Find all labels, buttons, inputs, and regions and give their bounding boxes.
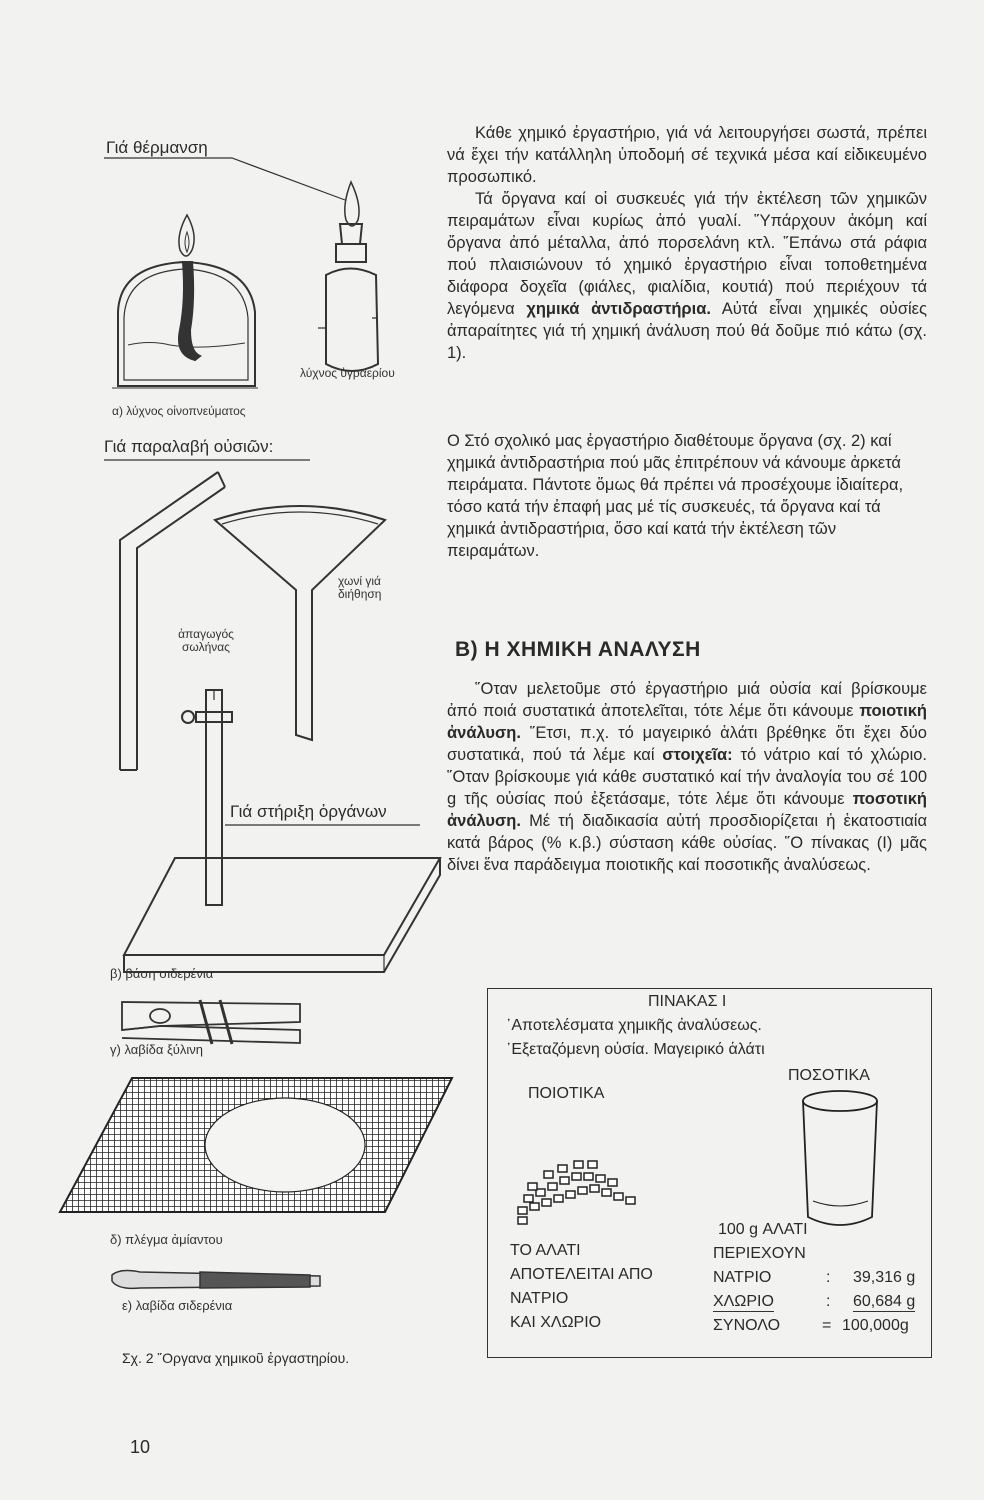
table-head-1: 100 g ΑΛΑΤΙ	[718, 1221, 808, 1238]
label-tongs-iron: ε) λαβίδα σιδερένια	[122, 1298, 233, 1313]
table-quantitative-label: ΠΟΣΟΤΙΚΑ	[788, 1067, 870, 1084]
paragraph-2	[447, 188, 927, 364]
paragraph-4-text-c: ῞Ετσι, π.χ. τό μαγειρικό ἁλάτι βρέθηκε ὅτι ἔχει δύο συστατικά, πού τά λέμε καί	[447, 724, 927, 764]
qualitative-line: ΑΠΟΤΕΛΕΙΤΑΙ ΑΠΟ	[510, 1266, 653, 1283]
row-sep: :	[826, 1269, 831, 1286]
row-sep: :	[826, 1293, 831, 1310]
table-title: ΠΙΝΑΚΑΣ Ι	[648, 993, 727, 1010]
heading-heating: Γιά θέρμανση	[106, 138, 208, 157]
row-name: ΝΑΤΡΙΟ	[713, 1269, 772, 1286]
heading-support: Γιά στήριξη ὀργάνων	[230, 802, 387, 821]
table-salt-analysis	[487, 988, 932, 1358]
table-row	[713, 1293, 774, 1312]
paragraph-2-text-b: Αὐτά εἶναι χημικές οὐσίες ἀπαραίτητες γιά τή χημική ἀνάλυση πού θά δοῦμε πιό κάτω (σχ. 1).	[447, 300, 927, 362]
beaker-icon	[803, 1091, 877, 1225]
label-alcohol-lamp: α) λύχνος οἰνοπνεύματος	[112, 404, 246, 418]
table-qualitative-text	[510, 1239, 653, 1335]
label-tube: ἀπαγωγός σωλήνας	[178, 627, 234, 654]
heading-receiving: Γιά παραλαβή οὐσιῶν:	[104, 437, 274, 456]
paragraph-4-text-e: Μέ τή διαδικασία αὐτή προσδιορίζεται ἡ ἑκατοστιαία κατά βάρος (% κ.β.) σύσταση κάθε οὐσίας. ῞Ο πίνακας (Ι) μᾶς δίνει ἕνα παράδειγμα ποιοτικῆς καί ποσοτικῆς ἀναλύσεως.	[447, 812, 927, 874]
term-elements: στοιχεῖα:	[662, 746, 733, 764]
row-name: ΣΥΝΟΛΟ	[713, 1317, 781, 1334]
paragraph-3: Ο Στό σχολικό μας ἐργαστήριο διαθέτουμε ὄργανα (σχ. 2) καί χημικά ἀντιδραστήρια πού μᾶς ἐπιτρέπουν νά κάνουμε ἀρκετά πειράματα. Πάντοτε ὅμως θά πρέπει νά προσέχουμε ἰδιαίτερα, τόσο κατά τήν ἐπαφή μας μέ τίς συσκευές, τά ὄργανα καί τά χημικά ἀντιδραστήρια, ὅσο καί κατά τήν ἐκτέλεση τῶν πειραμάτων.	[447, 432, 904, 560]
qualitative-line: ΤΟ ΑΛΑΤΙ	[510, 1242, 581, 1259]
table-line-1: ᾿Αποτελέσματα χημικῆς ἀναλύσεως.	[506, 1017, 762, 1034]
paragraph-4-text-d: τό νάτριο καί τό χλώριο. ῞Οταν βρίσκουμε γιά κάθε συστατικό καί τήν ἀναλογία του σέ 100 g τῆς οὐσίας πού ἐξετάσαμε, τότε λέμε ὅτι κάνουμε	[447, 746, 927, 808]
label-gauze: δ) πλέγμα ἀμίαντου	[110, 1232, 223, 1247]
qualitative-line: ΚΑΙ ΧΛΩΡΙΟ	[510, 1314, 602, 1331]
page-number: 10	[130, 1437, 151, 1457]
row-value: 39,316 g	[853, 1269, 916, 1286]
qualitative-line: ΝΑΤΡΙΟ	[510, 1290, 569, 1307]
table-line-2: ᾿Εξεταζόμενη οὐσία. Μαγειρικό ἁλάτι	[506, 1041, 765, 1058]
label-clamp-wood: γ) λαβίδα ξύλινη	[110, 1042, 204, 1057]
term-quantitative-analysis: ποσοτική ἀνάλυση.	[447, 790, 927, 830]
table-qualitative-label: ΠΟΙΟΤΙΚΑ	[528, 1085, 605, 1102]
row-value: 60,684 g	[853, 1293, 916, 1310]
section-title: Β) Η ΧΗΜΙΚΗ ΑΝΑΛΥΣΗ	[455, 638, 701, 661]
paragraph-1: Κάθε χημικό ἐργαστήριο, γιά νά λειτουργήσει σωστά, πρέπει νά ἔχει τήν κατάλληλη ὑποδομή σέ τεχνικά μέσα καί εἰδικευμένο προσωπικό.	[447, 124, 927, 186]
row-value: 100,000g	[842, 1317, 909, 1334]
label-funnel: χωνί γιά διήθηση	[338, 574, 382, 601]
row-sep: =	[822, 1317, 832, 1334]
table-head-2: ΠΕΡΙΕΧΟΥΝ	[713, 1245, 806, 1262]
table-row	[713, 1269, 771, 1287]
term-qualitative-analysis: ποιοτική ἀνάλυση.	[447, 702, 927, 742]
table-row-total	[713, 1317, 780, 1335]
label-stand: β) βάση σιδερένια	[110, 966, 214, 981]
term-chemical-reagents: χημικά ἀντιδραστήρια.	[526, 300, 711, 318]
intro-text	[447, 122, 927, 364]
label-gas-lamp: λύχνος ὑγραερίου	[300, 366, 395, 380]
salt-crystals-icon	[518, 1161, 635, 1224]
figure-caption: Σχ. 2 ῞Οργανα χημικοῦ ἐργαστηρίου.	[122, 1350, 350, 1366]
row-name: ΧΛΩΡΙΟ	[713, 1293, 774, 1310]
paragraph-2-text-a: Τά ὄργανα καί οἱ συσκευές γιά τήν ἐκτέλεση τῶν χημικῶν πειραμάτων εἶναι κυρίως ἀπό γυαλί. ῞Υπάρχουν ἀκόμη καί ὄργανα ἀπό μέταλλα, ἀπό πορσελάνη κτλ. ῞Επάνω στά ράφια πού πλαισιώνουν τό χημικό ἐργαστήριο εἶναι τοποθετημένα διάφορα δοχεῖα (φιάλες, φιαλίδια, κουτιά) πού περιέχουν τά λεγόμενα	[447, 190, 927, 318]
paragraph-4-text-a: ῞Οταν μελετοῦμε στό ἐργαστήριο μιά οὐσία καί βρίσκουμε ἀπό ποιά συστατικά ἀποτελεῖται, τότε λέμε ὅτι κάνουμε	[447, 680, 927, 720]
paragraph-4	[447, 678, 927, 876]
